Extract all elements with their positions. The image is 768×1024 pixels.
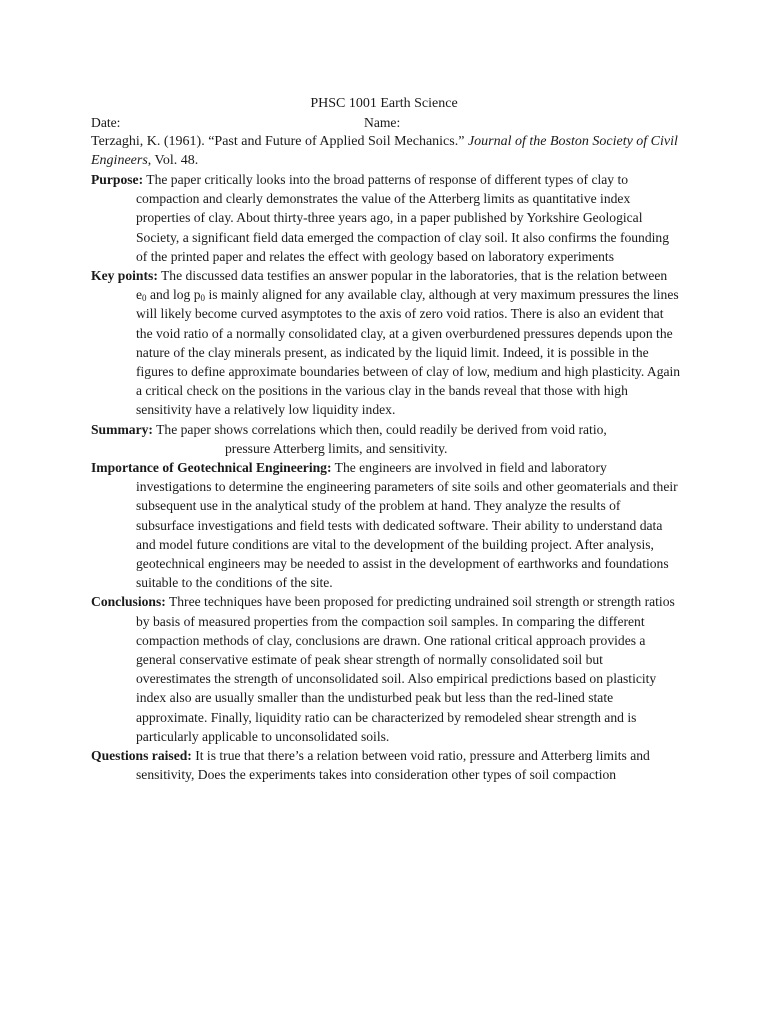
citation-authors: Terzaghi, K. (1961). “Past and Future of Applied Soil Mechanics.” [91,134,468,149]
date-name-line [91,113,691,132]
key-points-section [91,266,681,420]
importance-label: Importance of Geotechnical Engineering: [91,460,332,476]
key-points-subscript-1: 0 [142,293,147,304]
purpose-section [91,170,681,266]
key-points-label: Key points: [91,268,158,284]
summary-section [91,420,681,458]
summary-text-2: pressure Atterberg limits, and sensitivity. [225,440,448,456]
conclusions-text: Three techniques have been proposed for predicting undrained soil strength or strength ratios by basis of measured properties from the compaction soil samples. In comparing the different compaction methods of clay, conclusions are drawn. One rational critical approach provides a general conservative estimate of peak shear strength of normally consolidated soil but overestimates the strength of unconsolidated soil. Also empirical predictions based on plasticity index also are usually smaller than the undisturbed peak but less than the red-lined state approximate. Finally, liquidity ratio can be characterized by remodeled shear strength and is particularly applicable to unconsolidated soils. [136,594,675,744]
date-label: Date: [91,115,121,130]
questions-text: It is true that there’s a relation between void ratio, pressure and Atterberg limits and sensitivity, Does the experiments takes into consideration other types of soil compaction [136,748,650,783]
key-points-text-3: is mainly aligned for any available clay, although at very maximum pressures the lines will likely become curved asymptotes to the axis of zero void ratios. There is also an evident that the void ratio of a normally consolidated clay, at a given overburdened pressures depends upon the nature of the clay minerals present, as indicated by the liquid limit. Indeed, it is possible in the figures to define approximate boundaries between of clay of low, medium and high plasticity. Again a critical check on the positions in the various clay in the bands reveal that those with high sensitivity have a relatively low liquidity index. [136,287,681,418]
summary-text-1: The paper shows correlations which then, could readily be derived from void ratio, [152,421,607,437]
questions-label: Questions raised: [91,748,192,764]
importance-text: The engineers are involved in field and laboratory investigations to determine the engineering parameters of site soils and other geomaterials and their subsequent use in the analytical study of the problem at hand. They analyze the results of subsurface investigations and field tests with dedicated software. Their ability to understand data and model future conditions are vital to the development of the building project. After analysis, geotechnical engineers may be needed to assist in the development of earthworks and foundations suitable to the conditions of the site. [136,460,678,591]
conclusions-label: Conclusions: [91,594,166,610]
review-sections [91,170,681,785]
summary-label: Summary: [91,421,153,437]
purpose-label: Purpose: [91,172,144,187]
citation-volume: , Vol. 48. [147,153,199,169]
questions-section [91,746,681,784]
conclusions-section [91,592,681,746]
purpose-text: The paper critically looks into the broad patterns of response of different types of clay to compaction and clearly demonstrates the value of the Atterberg limits as quantitative index properties of clay. About thirty-three years ago, in a paper published by Yorkshire Geological Society, a significant field data emerged the compaction of clay soil. It also confirms the founding of the printed paper and relates the effect with geology based on laboratory experiments [136,172,670,264]
importance-section [91,458,681,592]
name-label: Name: [364,115,401,130]
key-points-subscript-2: 0 [200,293,206,304]
citation-journal: Journal of the Boston Society of Civil Engineers [91,134,678,169]
citation [91,132,691,170]
key-points-text-2: and log p [146,287,201,303]
page-title: PHSC 1001 Earth Science [310,96,458,111]
key-points-text-1: The discussed data testifies an answer popular in the laboratories, that is the relation between e [136,268,668,303]
